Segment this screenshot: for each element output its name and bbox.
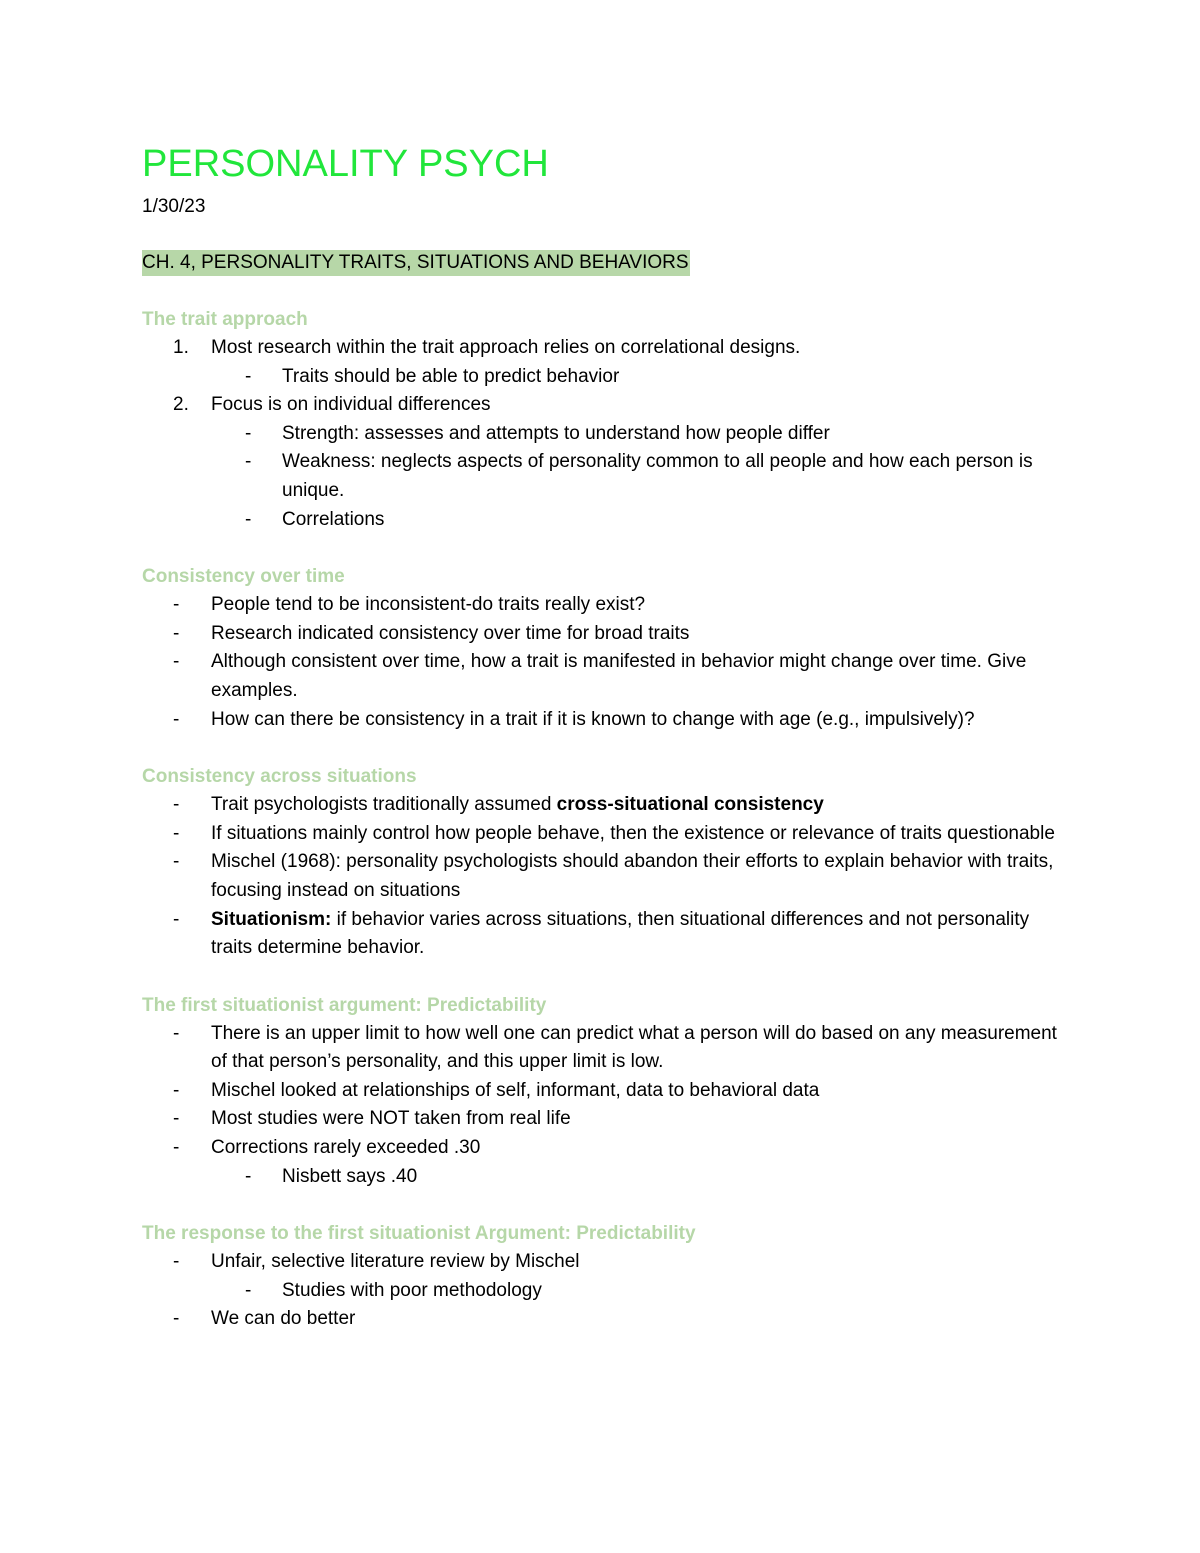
- list-item: [0, 591, 1200, 620]
- list-item-text: Unfair, selective literature review by Mischel: [211, 1251, 580, 1273]
- section-heading: The first situationist argument: Predictability: [142, 994, 547, 1016]
- list-item: [0, 791, 1200, 820]
- list-marker: -: [173, 708, 180, 730]
- bold-term: Situationism:: [211, 908, 332, 930]
- list-item: [0, 1077, 1200, 1106]
- list-item-text: There is an upper limit to how well one can predict what a person will do based on any measurement of that person’s personality, and this upper limit is low.: [211, 1022, 1057, 1073]
- list-marker: -: [173, 1022, 180, 1044]
- list-marker: -: [173, 1137, 180, 1159]
- note-section: [0, 306, 1200, 534]
- list-marker: -: [173, 1108, 180, 1130]
- list-item-text: Nisbett says .40: [282, 1165, 418, 1187]
- list-item: [0, 1020, 1200, 1077]
- list-marker: -: [173, 1308, 180, 1330]
- list-marker: -: [173, 822, 180, 844]
- list-marker: -: [173, 1079, 180, 1101]
- sub-list-item: [0, 363, 1200, 392]
- list-item: [0, 848, 1200, 905]
- list-item: [0, 620, 1200, 649]
- list-item: [0, 1134, 1200, 1163]
- sub-list-item: [0, 506, 1200, 535]
- bold-term: cross-situational consistency: [556, 794, 824, 816]
- list-item-text: Mischel (1968): personality psychologists should abandon their efforts to explain behavior with traits, focusing instead on situations: [211, 851, 1054, 901]
- note-section: [0, 992, 1200, 1192]
- list-item: [0, 906, 1200, 963]
- note-section: [0, 763, 1200, 963]
- list-marker: -: [173, 651, 180, 673]
- list-marker: 2.: [173, 394, 189, 416]
- list-item-text: Traits should be able to predict behavior: [282, 365, 620, 387]
- list-item-text: Focus is on individual differences: [211, 394, 491, 416]
- sub-list-item: [0, 1277, 1200, 1306]
- list-item-text: Although consistent over time, how a trait is manifested in behavior might change over time. Give examples.: [211, 651, 1027, 701]
- list-marker: -: [173, 594, 180, 616]
- list-marker: 1.: [173, 337, 189, 358]
- document-date: 1/30/23: [142, 196, 206, 217]
- list-marker: -: [245, 422, 252, 444]
- list-item-text: Most research within the trait approach relies on correlational designs.: [211, 337, 801, 358]
- list-item-text: Correlations: [282, 508, 385, 530]
- list-item-text: Corrections rarely exceeded .30: [211, 1137, 481, 1159]
- list-item-text: Research indicated consistency over time for broad traits: [211, 622, 690, 644]
- list-marker: -: [245, 365, 252, 387]
- list-marker: -: [245, 508, 252, 530]
- list-marker: -: [173, 1251, 180, 1273]
- list-item-text: People tend to be inconsistent-do traits really exist?: [211, 594, 646, 616]
- list-marker: -: [245, 1165, 252, 1187]
- list-item: [0, 1105, 1200, 1134]
- list-marker: -: [173, 908, 180, 930]
- list-item-text: Studies with poor methodology: [282, 1279, 542, 1301]
- section-heading: Consistency over time: [142, 566, 345, 588]
- list-item-text: How can there be consistency in a trait if it is known to change with age (e.g., impulsively)?: [211, 708, 975, 730]
- list-item-text: If situations mainly control how people behave, then the existence or relevance of traits questionable: [211, 822, 1055, 844]
- sub-list-item: [0, 1163, 1200, 1192]
- section-heading: The response to the first situationist Argument: Predictability: [142, 1223, 696, 1245]
- sub-list-item: [0, 448, 1200, 505]
- list-marker: -: [245, 451, 252, 473]
- list-item: [0, 391, 1200, 420]
- document-title: PERSONALITY PSYCH: [142, 143, 549, 185]
- section-heading: The trait approach: [142, 309, 308, 330]
- list-marker: -: [173, 622, 180, 644]
- list-item-text: Mischel looked at relationships of self, informant, data to behavioral data: [211, 1079, 820, 1101]
- sub-list-item: [0, 420, 1200, 449]
- list-item-text: Most studies were NOT taken from real life: [211, 1108, 571, 1130]
- list-item: [0, 706, 1200, 735]
- list-marker: -: [245, 1279, 252, 1301]
- list-item-text: We can do better: [211, 1308, 356, 1330]
- list-item-text: Situationism: if behavior varies across situations, then situational differences and not personality traits determine behavior.: [211, 908, 1030, 959]
- chapter-heading: CH. 4, PERSONALITY TRAITS, SITUATIONS AND BEHAVIORS: [142, 250, 690, 276]
- list-item-text: Trait psychologists traditionally assumed cross-situational consistency: [211, 794, 824, 816]
- note-section: [0, 1220, 1200, 1334]
- list-item: [0, 1305, 1200, 1334]
- list-item-text: Weakness: neglects aspects of personality common to all people and how each person is unique.: [282, 451, 1033, 501]
- list-item-text: Strength: assesses and attempts to understand how people differ: [282, 422, 830, 444]
- list-item: [0, 334, 1200, 363]
- list-marker: -: [173, 794, 180, 816]
- list-item: [0, 648, 1200, 705]
- list-item: [0, 820, 1200, 849]
- note-section: [0, 563, 1200, 734]
- notes-body: [0, 306, 1200, 1363]
- section-heading: Consistency across situations: [142, 766, 417, 788]
- list-item: [0, 1248, 1200, 1277]
- list-marker: -: [173, 851, 180, 873]
